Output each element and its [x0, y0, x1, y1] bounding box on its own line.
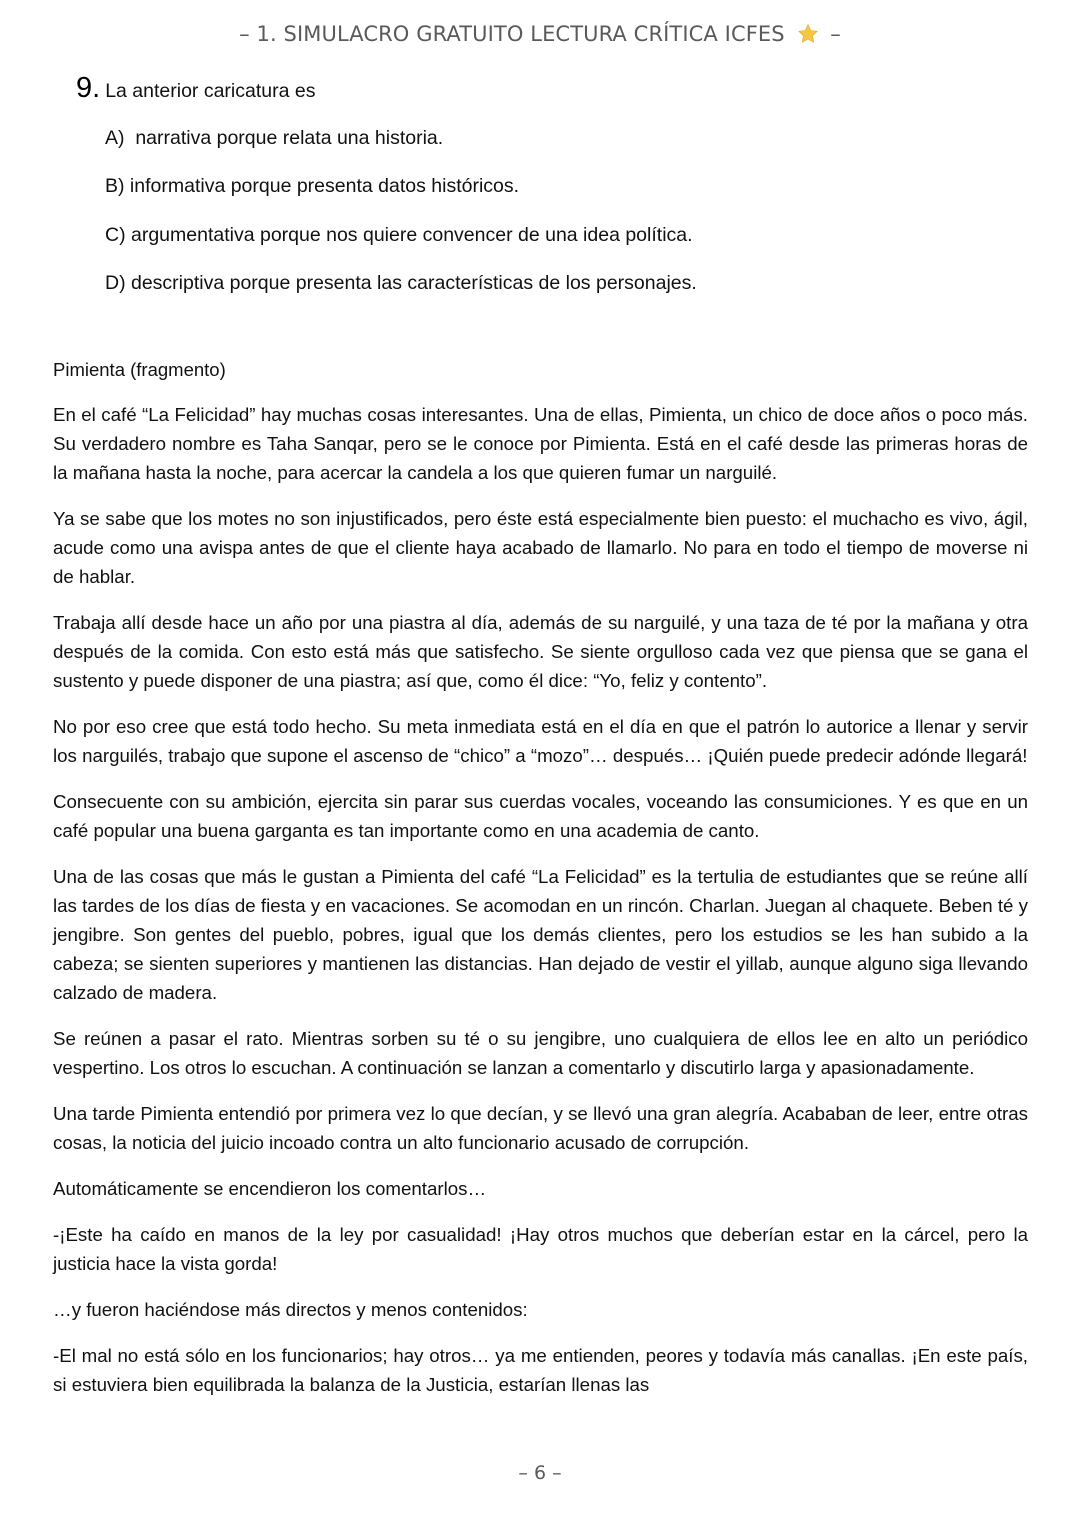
passage-paragraph: …y fueron haciéndose más directos y menos contenidos: [53, 1299, 528, 1320]
passage-paragraph: Trabaja allí desde hace un año por una piastra al día, además de su narguilé, y una taza de té por la mañana y otra después de la comida. Con esto está más que satisfecho. Se siente orgulloso cada vez que piensa que se gana el sustento y puede disponer de una piastra; así que, como él dice: “Yo, feliz y contento”. [53, 612, 1028, 691]
reading-passage [53, 355, 1028, 1399]
answer-option-a[interactable]: A) narrativa porque relata una historia. [105, 127, 444, 149]
passage-paragraph: Una tarde Pimienta entendió por primera vez lo que decían, y se llevó una gran alegría. Acababan de leer, entre otras cosas, la noticia del juicio incoado contra un alto funcionario acusado de corrupción. [53, 1103, 1028, 1153]
page-footer [0, 1462, 1080, 1484]
passage-paragraph: -¡Este ha caído en manos de la ley por casualidad! ¡Hay otros muchos que deberían estar en la cárcel, pero la justicia hace la vista gorda! [53, 1224, 1028, 1274]
passage-paragraph: En el café “La Felicidad” hay muchas cosas interesantes. Una de ellas, Pimienta, un chico de doce años o poco más. Su verdadero nombre es Taha Sanqar, pero se le conoce por Pimienta. Está en el café desde las primeras horas de la mañana hasta la noche, para acercar la candela a los que quieren fumar un narguilé. [53, 404, 1028, 483]
passage-paragraph: -El mal no está sólo en los funcionarios; hay otros… ya me entienden, peores y todavía más canallas. ¡En este país, si estuviera bien equilibrada la balanza de la Justicia, estarían llenas las [53, 1345, 1028, 1395]
page-number: – 6 – [518, 1462, 562, 1484]
question-block [53, 74, 1028, 321]
header-right-dash: – [830, 22, 841, 46]
question-stem-row [76, 74, 1028, 103]
answer-option-b[interactable]: B) informativa porque presenta datos históricos. [105, 175, 520, 198]
answer-option-d[interactable]: D) descriptiva porque presenta las características de los personajes. [105, 272, 697, 295]
passage-title: Pimienta (fragmento) [53, 359, 226, 380]
answer-option-c[interactable]: C) argumentativa porque nos quiere convencer de una idea política. [105, 223, 693, 246]
question-number: 9. [76, 72, 101, 104]
passage-paragraph: Una de las cosas que más le gustan a Pimienta del café “La Felicidad” es la tertulia de estudiantes que se reúne allí las tardes de los días de fiesta y en vacaciones. Se acomodan en un rincón. Charlan. Juegan al chaquete. Beben té y jengibre. Son gentes del pueblo, pobres, igual que los demás clientes, pero los estudios se les han subido a la cabeza; se sienten superiores y mantienen las distancias. Han dejado de vestir el yillab, aunque alguno siga llevando calzado de madera. [53, 866, 1028, 1003]
passage-paragraph: Se reúnen a pasar el rato. Mientras sorben su té o su jengibre, uno cualquiera de ellos lee en alto un periódico vespertino. Los otros lo escuchan. A continuación se lanzan a comentarlo y discutirlo larga y apasionadamente. [53, 1028, 1028, 1078]
passage-paragraph: Ya se sabe que los motes no son injustificados, pero éste está especialmente bien puesto: el muchacho es vivo, ágil, acude como una avispa antes de que el cliente haya acabado de llamarlo. No para en todo el tiempo de moverse ni de hablar. [53, 508, 1028, 587]
page-header [0, 22, 1080, 49]
star-icon [797, 23, 819, 49]
page-title: 1. SIMULACRO GRATUITO LECTURA CRÍTICA ICFES [256, 22, 785, 46]
answer-options-list [105, 127, 1028, 295]
passage-paragraph: Automáticamente se encendieron los comentarlos… [53, 1178, 487, 1199]
passage-paragraph: Consecuente con su ambición, ejercita sin parar sus cuerdas vocales, voceando las consumiciones. Y es que en un café popular una buena garganta es tan importante como en una academia de canto. [53, 791, 1028, 841]
header-left-dash: – [239, 22, 250, 46]
passage-paragraph: No por eso cree que está todo hecho. Su meta inmediata está en el día en que el patrón lo autorice a llenar y servir los narguilés, trabajo que supone el ascenso de “chico” a “mozo”… después… ¡Quién puede predecir adónde llegará! [53, 716, 1028, 766]
question-stem: La anterior caricatura es [105, 80, 316, 102]
